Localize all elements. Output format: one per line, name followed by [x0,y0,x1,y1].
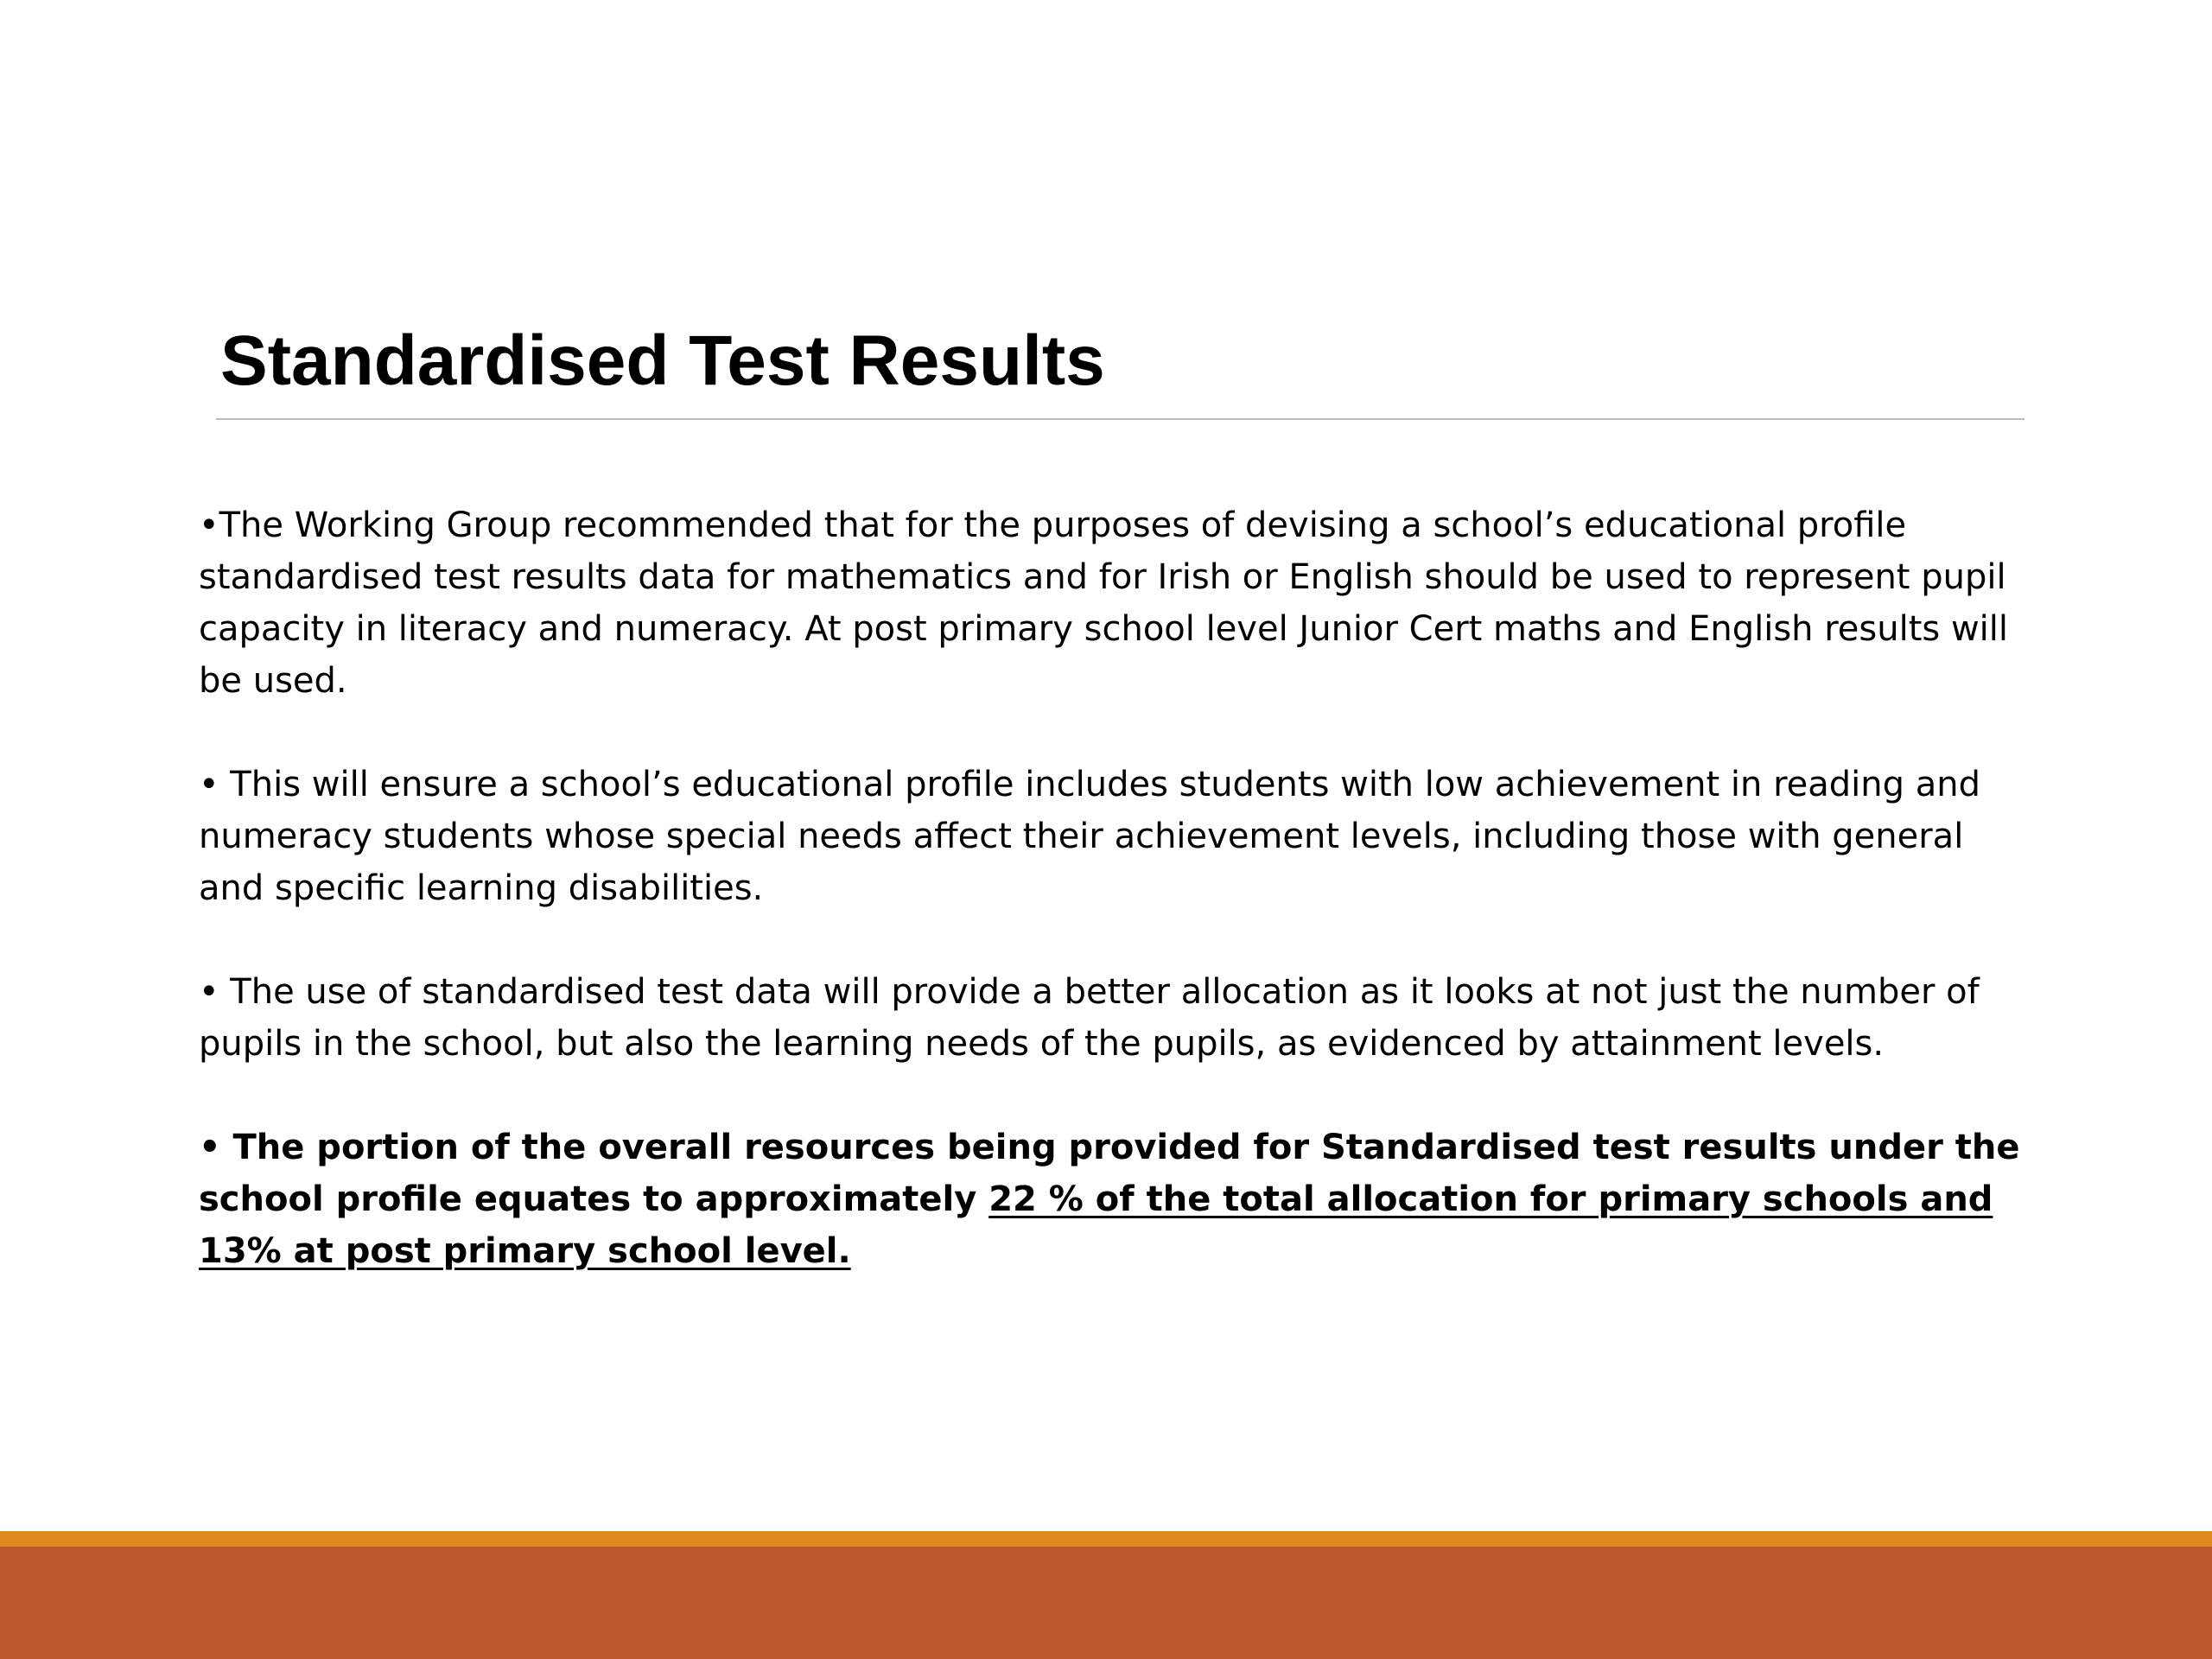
bullet-resource-emphasis: 22 % of the total allocation for primary schools and 13% at post primary school level. [199,1179,1993,1271]
bullet-resource-portion [199,1122,2031,1277]
bullet-better-allocation: • The use of standardised test data will provide a better allocation as it looks at not just the number of pupils in the school, but also the learning needs of the pupils, as evidenced by attainment levels. [199,972,1980,1064]
bullet-working-group: •The Working Group recommended that for the purposes of devising a school’s educational profile standardised test results data for mathematics and for Irish or English should be used to represent pupil capacity in literacy and numeracy. At post primary school level Junior Cert maths and English results will be used. [199,505,2009,701]
title-divider [216,418,2024,420]
footer-accent-line [0,1531,2212,1547]
bullet-educational-profile: • This will ensure a school’s educational profile includes students with low achievement in reading and numeracy students whose special needs affect their achievement levels, including those with general and specific learning disabilities. [199,765,1980,908]
bullet-resource-lead: • The portion of the overall resources being provided for Standardised test results under the school profile equates to approximately [199,1128,2020,1219]
footer-band [0,1547,2212,1659]
slide-body [199,499,2031,1329]
slide-title: Standardised Test Results [220,321,1105,400]
